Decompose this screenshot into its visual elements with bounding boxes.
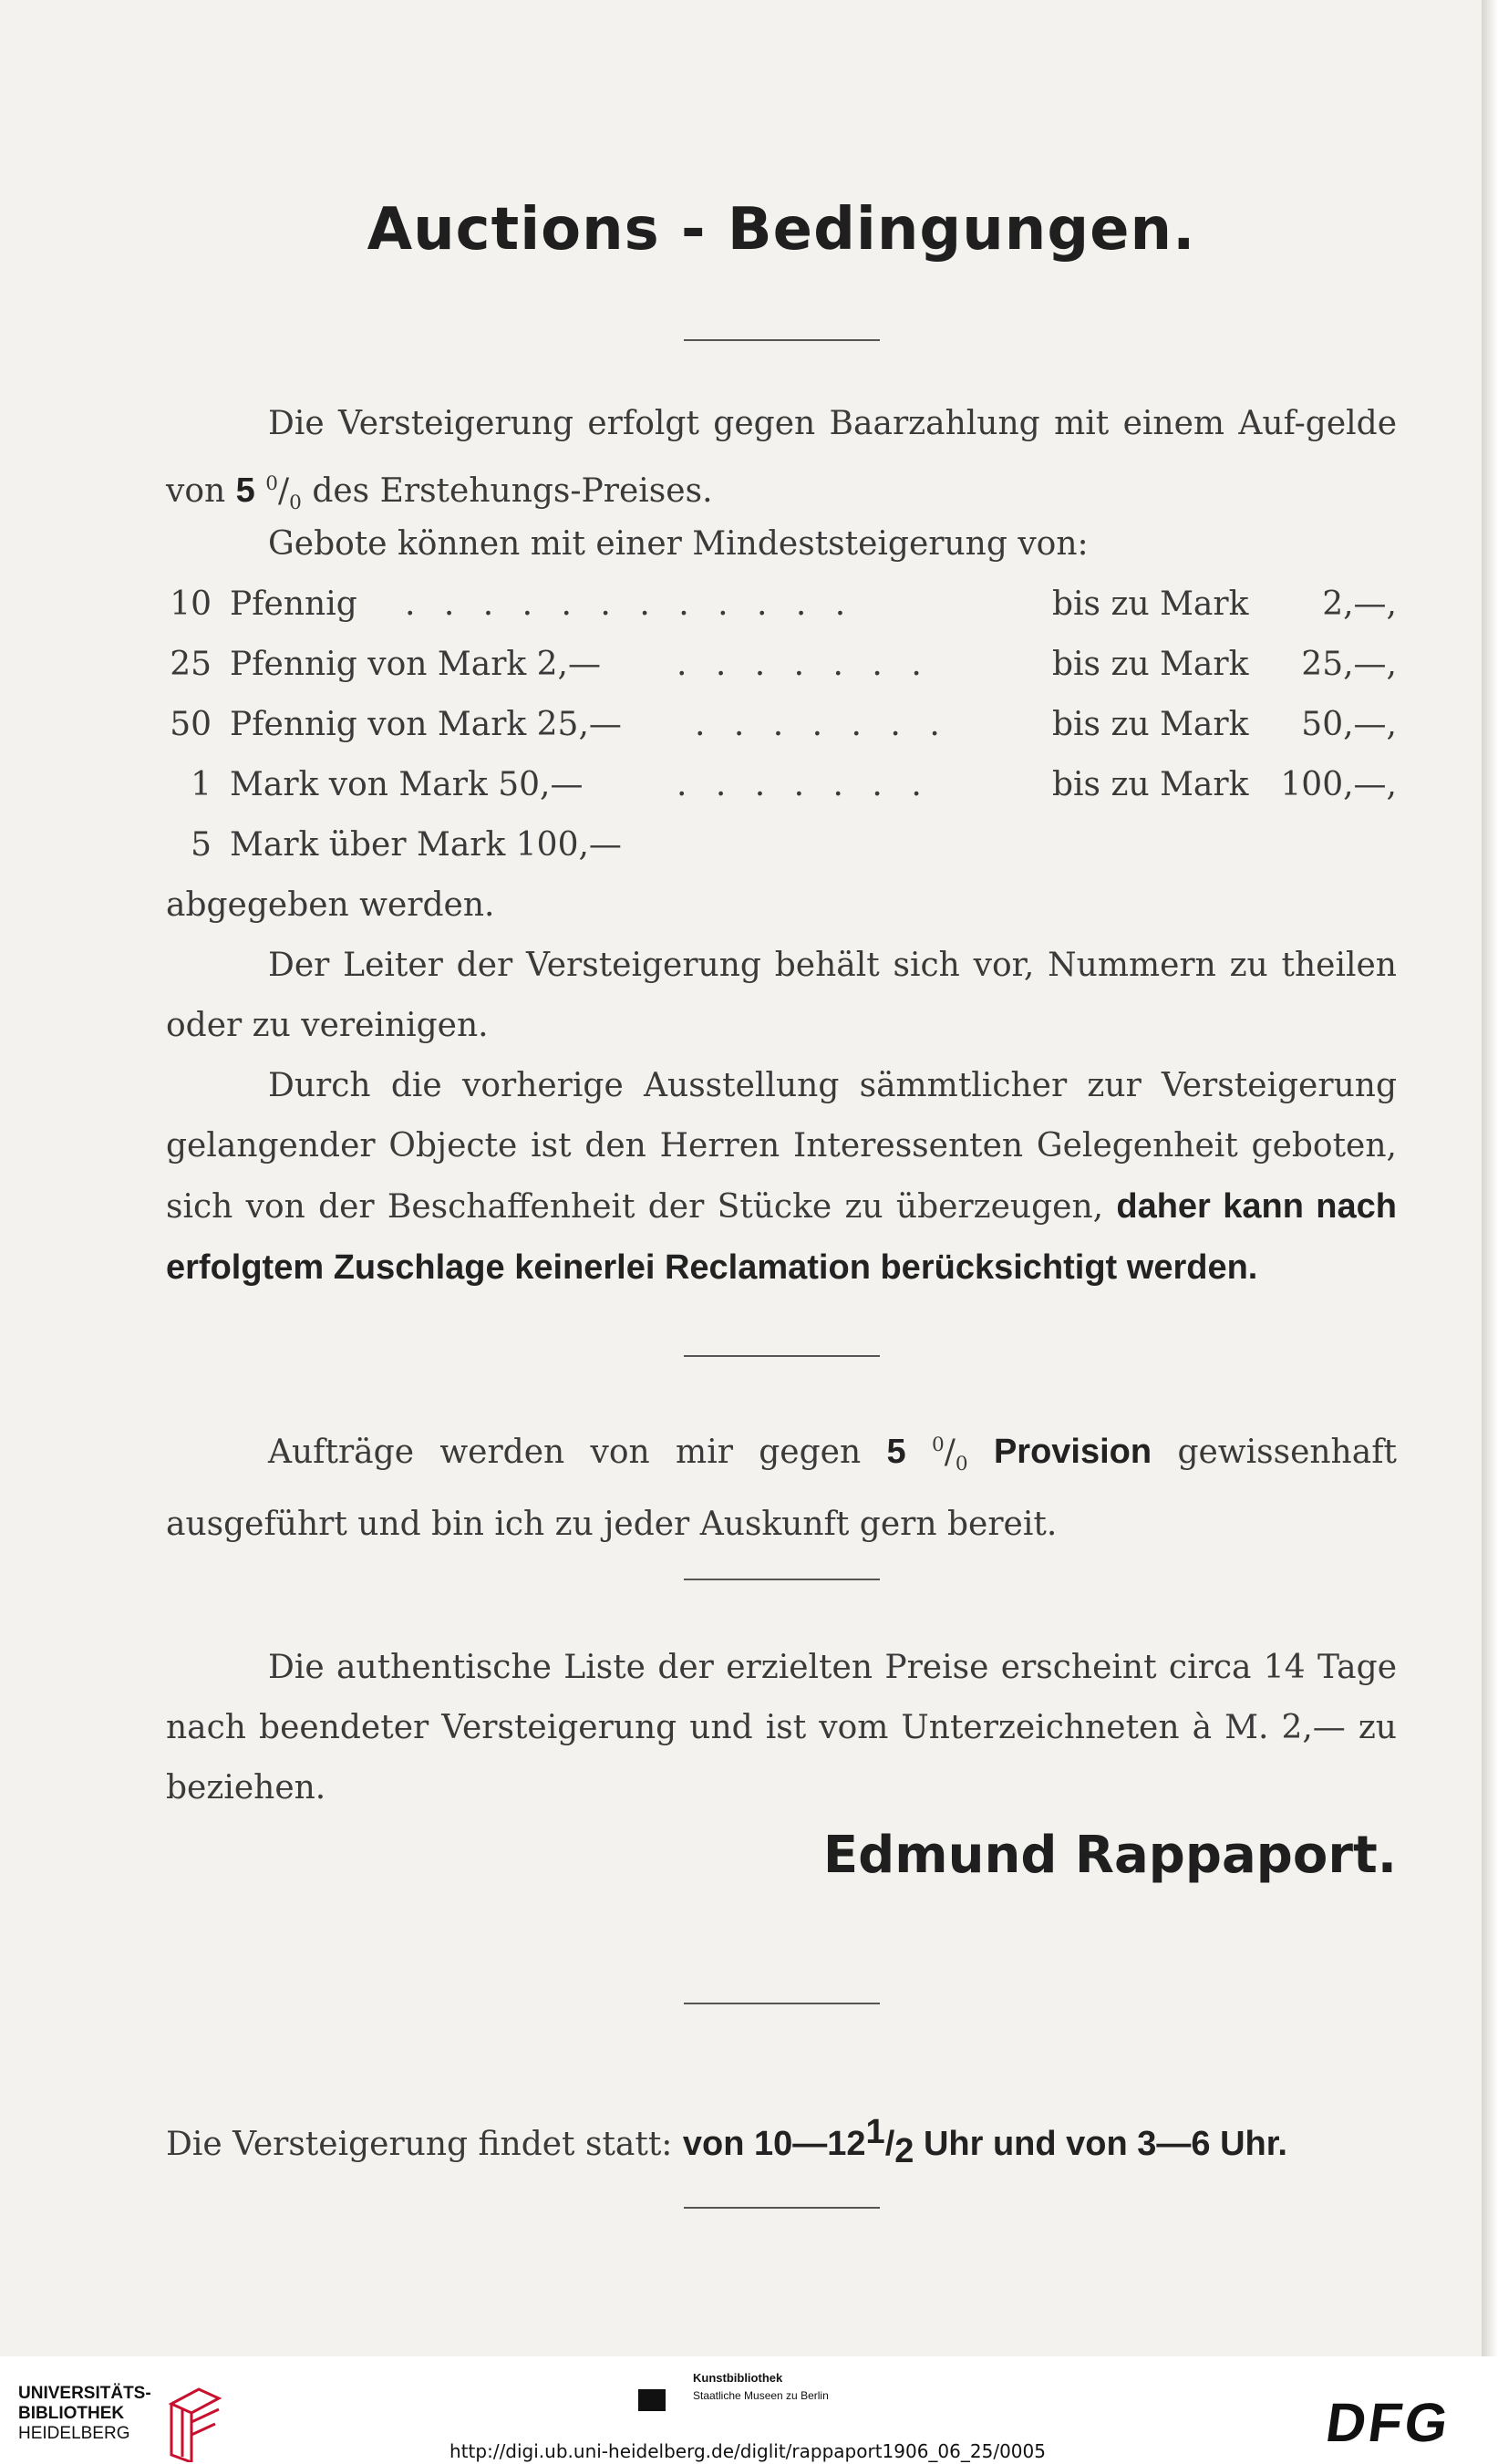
paragraph-liste: Die authentische Liste der erzielten Preise erscheint circa 14 Tage nach beendeter Versteigerung und ist vom Unterzeichneten à M. 2,— zu beziehen. (166, 1649, 1397, 1807)
footer-bar: UNIVERSITÄTS- BIBLIOTHEK HEIDELBERG Kunstbibliothek Staatliche Museen zu Berlin DFG http://digi.ub.uni-heidelberg.de/diglit/rappaport1906_06_25/0005 (0, 2356, 1498, 2464)
source-url[interactable]: http://digi.ub.uni-heidelberg.de/diglit/rappaport1906_06_25/0005 (449, 2440, 1046, 2462)
kunstbibliothek-mark-icon (638, 2389, 666, 2411)
divider (684, 339, 880, 341)
paragraph-schedule: Die Versteigerung findet statt: von $10—12^1/_2$ Uhr und von 3—6 Uhr. (166, 2113, 1287, 2171)
page-title: Auctions - Bedingungen. (367, 196, 1196, 264)
paragraph-bids: Gebote können mit einer Mindeststeigerung von: (268, 525, 1089, 563)
university-library-logo[interactable]: UNIVERSITÄTS- BIBLIOTHEK HEIDELBERG (18, 2384, 151, 2444)
rate-row: 1 Mark von Mark 50,— . . . . . . . bis zu Mark 100,—, (191, 766, 1397, 803)
divider (684, 1355, 880, 1357)
paragraph-auftraege: Aufträge werden von mir gegen 5 $^0/_0$ Provision gewissenhaft ausgeführt und bin ich zu jeder Auskunft gern bereit. (166, 1433, 1397, 1544)
rate-row: 5 Mark über Mark 100,— (191, 826, 622, 864)
paragraph-ausstellung: Durch die vorherige Ausstellung sämmtlicher zur Versteigerung gelangender Objecte ist den Herren Interessenten Gelegenheit geboten, sich von der Beschaffenheit der Stücke zu überzeugen, daher kann nach erfolgtem Zuschlage keinerlei Reclamation berücksichtigt werden. (166, 1067, 1397, 1287)
divider (684, 1579, 880, 1580)
rate-row: 50 Pfennig von Mark 25,— . . . . . . . bis zu Mark 50,—, (170, 706, 1397, 743)
paragraph-abgegeben: abgegeben werden. (166, 886, 495, 924)
paragraph-payment: Die Versteigerung erfolgt gegen Baarzahlung mit einem Auf-gelde von 5 $^0/_0$ des Erstehungs-Preises. (166, 405, 1397, 515)
divider (684, 2003, 880, 2004)
rate-row: 25 Pfennig von Mark 2,— . . . . . . . bis zu Mark 25,—, (170, 646, 1397, 683)
rate-row: 10 Pfennig . . . . . . . . . . . . bis zu Mark 2,—, (170, 585, 1397, 623)
library-mark-icon (162, 2386, 226, 2462)
page-edge (1482, 0, 1498, 2356)
paragraph-leiter: Der Leiter der Versteigerung behält sich vor, Nummern zu theilen oder zu vereinigen. (166, 947, 1397, 1044)
signature: Edmund Rappaport. (822, 1826, 1397, 1885)
divider (684, 2207, 880, 2209)
dfg-logo[interactable]: DFG (1322, 2392, 1455, 2453)
